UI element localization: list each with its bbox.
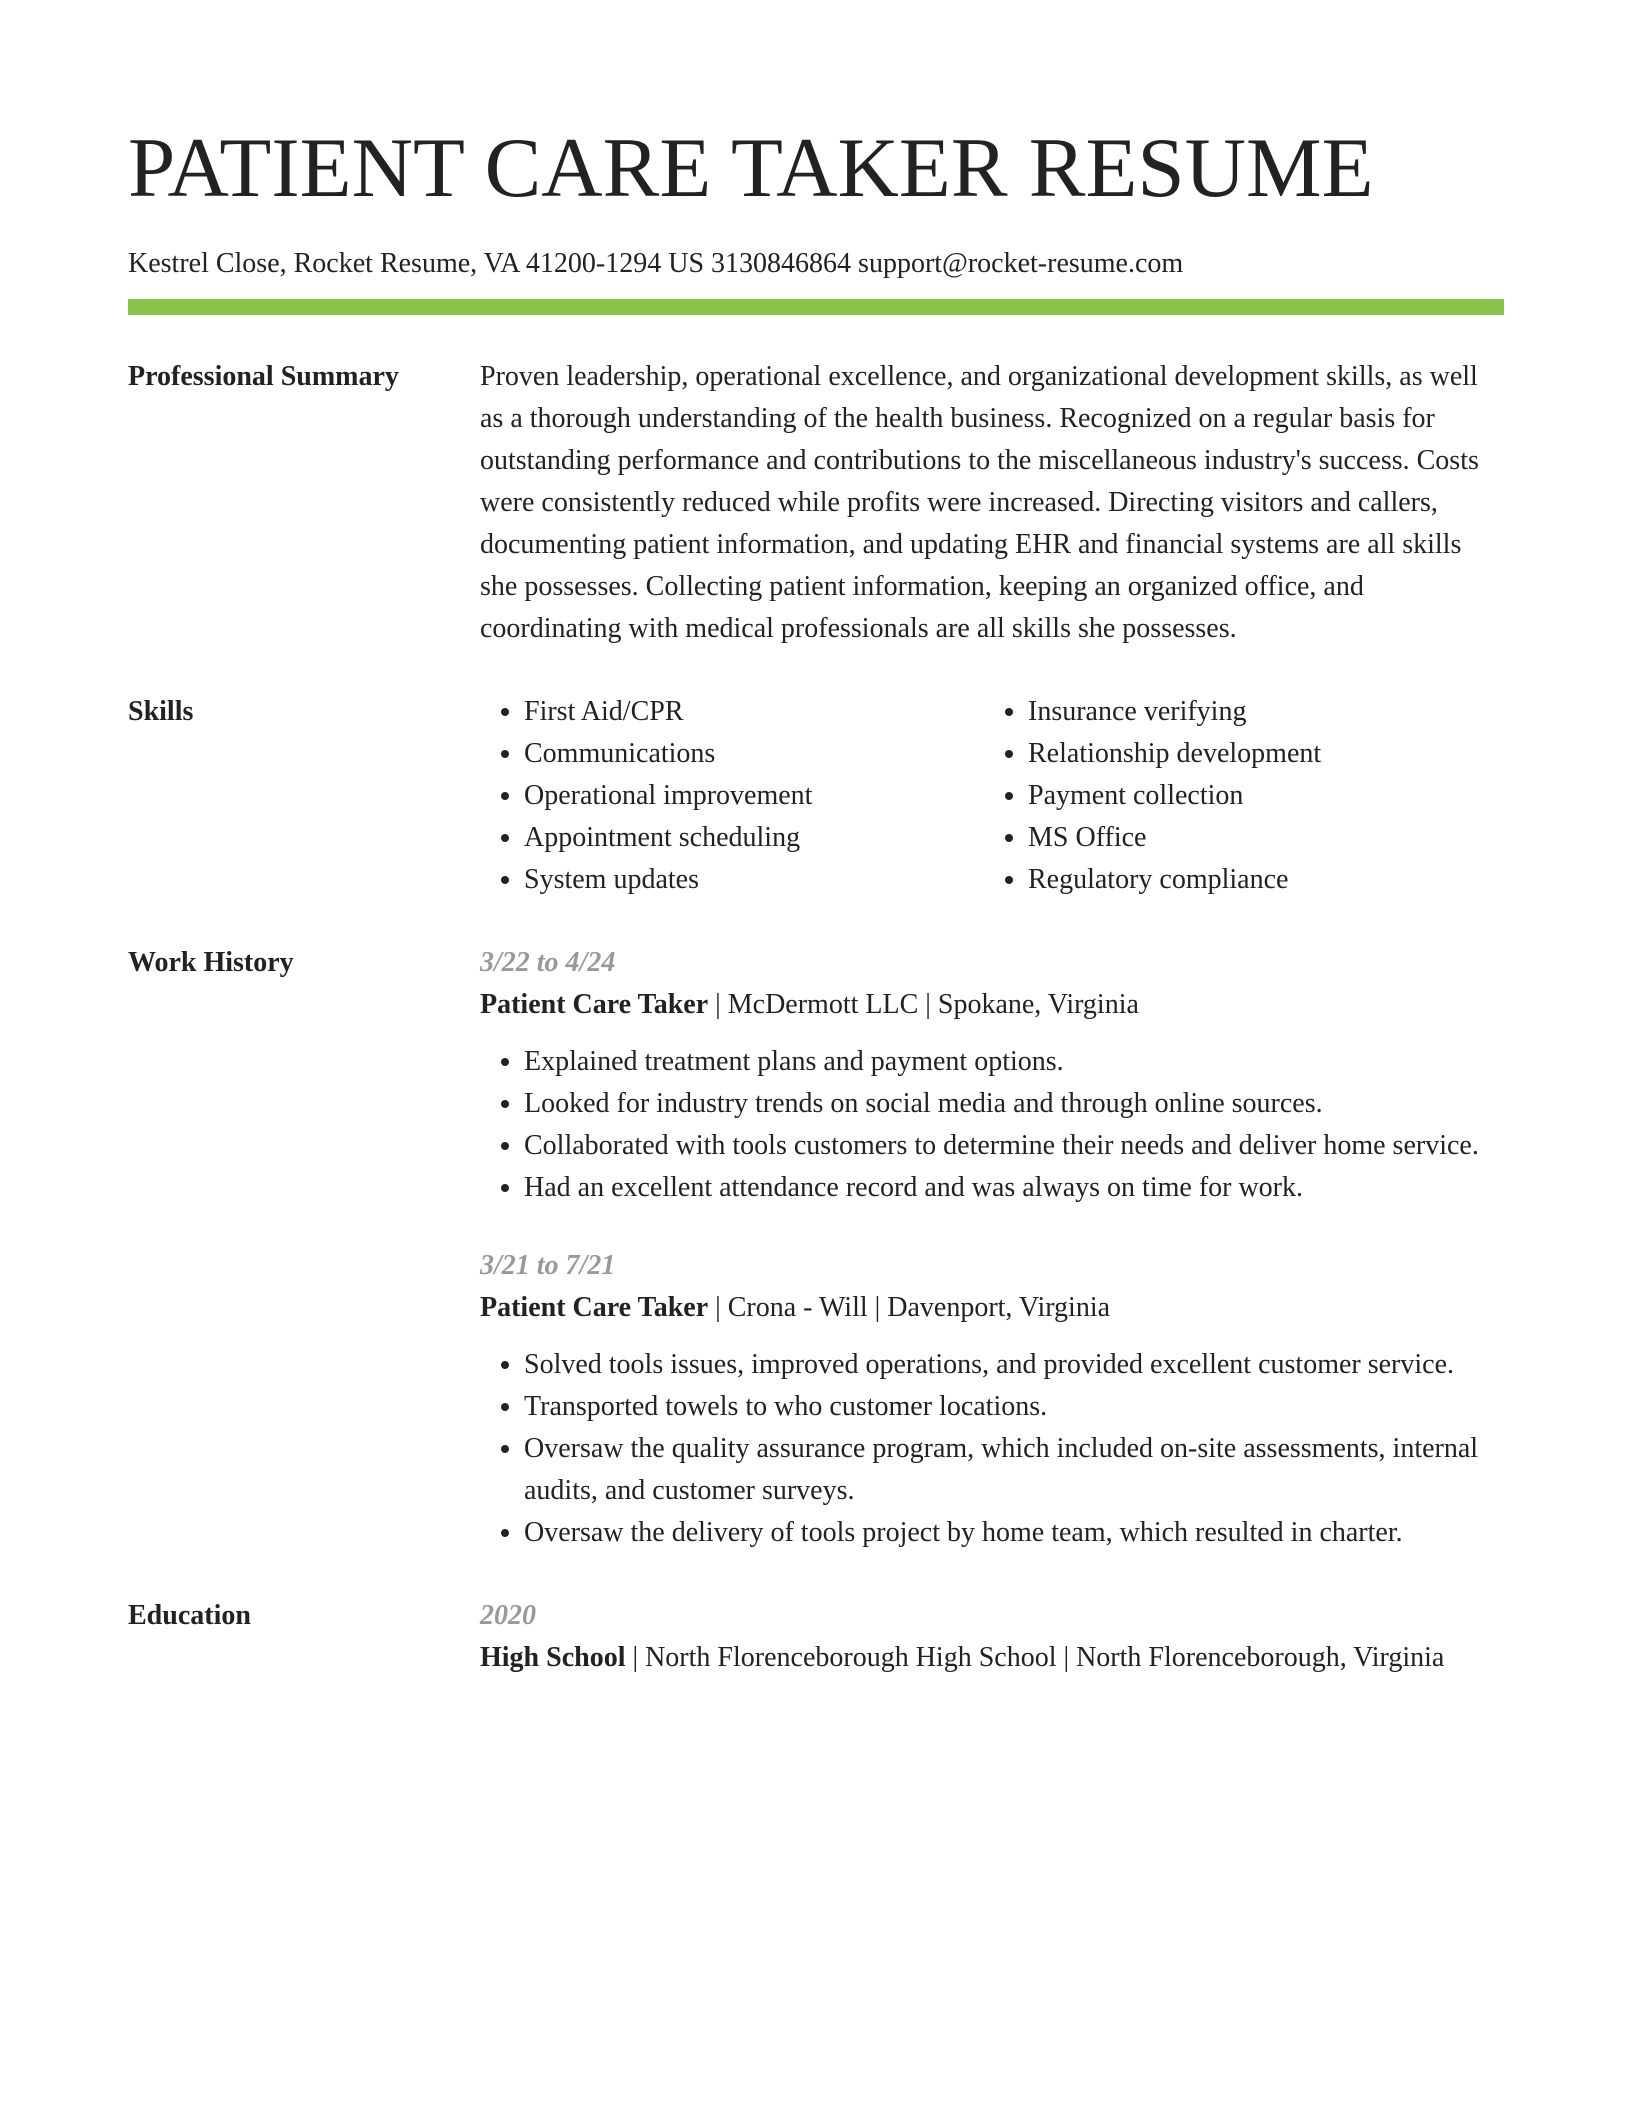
work-history-body [480, 942, 1504, 1554]
contact-line: Kestrel Close, Rocket Resume, VA 41200-1294 US 3130846864 support@rocket-resume.com [128, 248, 1184, 279]
resume-title: PATIENT CARE TAKER RESUME [128, 121, 1374, 215]
summary-text: Proven leadership, operational excellence, and organizational development skills, as well as a thorough understanding of the health business. Recognized on a regular basis for outstanding performance and contributions to the miscellaneous industry's success. Costs were consistently reduced while profits were increased. Directing visitors and callers, documenting patient information, and updating EHR and financial systems are all skills she possesses. Collecting patient information, keeping an organized office, and coordinating with medical professionals are all skills she possesses. [480, 361, 1479, 644]
skills-body [480, 691, 1504, 901]
job-details: | Crona - Will | Davenport, Virginia [708, 1292, 1111, 1323]
education-details: | North Florenceborough High School | North Florenceborough, Virginia [625, 1642, 1445, 1673]
job-bullet: • Explained treatment plans and payment options. [524, 1041, 1504, 1083]
job-role: Patient Care Taker [480, 989, 709, 1020]
skill-item: • Relationship development [1028, 733, 1498, 775]
skills-columns [480, 691, 1504, 901]
skills-heading: Skills [128, 696, 194, 727]
skill-item: • Communications [524, 733, 984, 775]
job-bullet: • Collaborated with tools customers to determine their needs and deliver home service. [524, 1125, 1504, 1167]
skill-item: • Regulatory compliance [1028, 859, 1498, 901]
skill-item: • Operational improvement [524, 775, 984, 817]
education-heading: Education [128, 1600, 251, 1631]
header-divider [128, 299, 1504, 315]
skills-section [128, 696, 1504, 901]
skill-item: • Payment collection [1028, 775, 1498, 817]
skill-item: • System updates [524, 859, 984, 901]
education-section [128, 1600, 1504, 1679]
skill-item: • MS Office [1028, 817, 1498, 859]
job-dates: 3/21 to 7/21 [480, 1250, 616, 1281]
education-degree: High School [480, 1642, 626, 1673]
skill-item: • Appointment scheduling [524, 817, 984, 859]
work-history-section [128, 947, 1504, 1554]
job-role: Patient Care Taker [480, 1292, 709, 1323]
skill-item: • Insurance verifying [1028, 691, 1498, 733]
work-history-heading: Work History [128, 947, 294, 978]
summary-section [128, 361, 1504, 650]
job-entry [480, 1245, 1504, 1554]
job-bullets [480, 1041, 1504, 1209]
job-entry [480, 942, 1504, 1209]
education-line [480, 1637, 1504, 1679]
education-year: 2020 [480, 1600, 536, 1631]
job-bullet: • Looked for industry trends on social media and through online sources. [524, 1083, 1504, 1125]
summary-body [480, 356, 1504, 650]
job-bullet: • Had an excellent attendance record and was always on time for work. [524, 1167, 1504, 1209]
job-bullets [480, 1344, 1504, 1554]
job-details: | McDermott LLC | Spokane, Virginia [708, 989, 1139, 1020]
education-body [480, 1595, 1504, 1679]
skills-list-right [984, 691, 1498, 901]
job-bullet: • Solved tools issues, improved operations, and provided excellent customer service. [524, 1344, 1504, 1386]
job-bullet: • Oversaw the quality assurance program, which included on-site assessments, internal audits, and customer surveys. [524, 1428, 1504, 1512]
job-heading [480, 984, 1504, 1026]
job-heading [480, 1287, 1504, 1329]
summary-heading: Professional Summary [128, 361, 399, 392]
job-bullet: • Oversaw the delivery of tools project by home team, which resulted in charter. [524, 1512, 1504, 1554]
skills-list-left [480, 691, 984, 901]
skill-item: • First Aid/CPR [524, 691, 984, 733]
job-dates: 3/22 to 4/24 [480, 947, 616, 978]
job-bullet: • Transported towels to who customer locations. [524, 1386, 1504, 1428]
